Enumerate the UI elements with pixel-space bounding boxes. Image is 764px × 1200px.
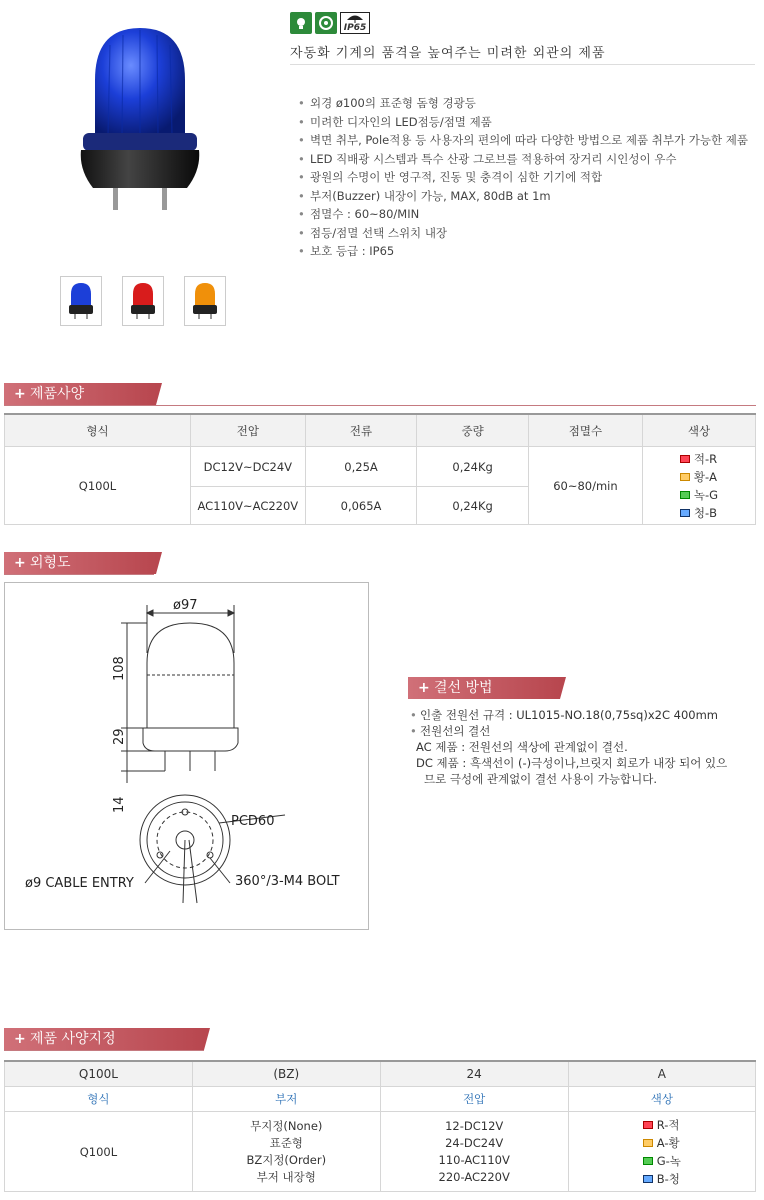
table-row [5, 447, 756, 487]
dim-width: ø97 [173, 598, 198, 613]
bolt-label: 360°/3-M4 BOLT [235, 874, 340, 889]
buzzer-option: 부저 내장형 [256, 1169, 316, 1184]
model-cell: Q100L [5, 447, 191, 525]
section-title: 제품사양 [30, 386, 85, 402]
voltage-option: 110-AC110V [438, 1152, 510, 1167]
color-label: 적-R [693, 451, 718, 466]
buzzer-icon [315, 12, 337, 34]
code-voltage: 24 [380, 1061, 568, 1087]
feature-item: • 보호 등급 : IP65 [298, 242, 753, 261]
voltage-option: 220-AC220V [438, 1169, 510, 1184]
ip-rating-icon [340, 12, 370, 34]
color-label: 청-B [693, 505, 718, 520]
color-label: 황-A [693, 469, 718, 484]
thumbnail-red[interactable] [122, 276, 164, 326]
header-color: 색상 [642, 414, 755, 447]
code-color: A [568, 1061, 755, 1087]
feature-icons [290, 12, 370, 34]
section-title: 외형도 [30, 555, 71, 571]
section-title: 결선 방법 [434, 680, 493, 696]
product-image [75, 20, 205, 215]
red-swatch-icon [643, 1121, 653, 1129]
current-cell: 0,065A [305, 487, 417, 525]
dim-height-108: 108 [112, 656, 127, 681]
color-option: B-청 [656, 1171, 680, 1186]
blue-swatch-icon [643, 1175, 653, 1183]
table-row [5, 1112, 756, 1192]
feature-item: • 벽면 취부, Pole적용 등 사용자의 편의에 따라 다양한 방법으로 제품 취부가 가능한 제품 [298, 131, 753, 150]
color-option: A-황 [656, 1135, 680, 1150]
feature-item: • 부저(Buzzer) 내장이 가능, MAX, 80dB at 1m [298, 187, 753, 206]
header-model: 형식 [5, 1087, 193, 1112]
feature-item: • LED 직배광 시스템과 특수 산광 그로브를 적용하여 장거리 시인성이 우수 [298, 150, 753, 169]
section-title: 제품 사양지정 [30, 1031, 116, 1047]
header-row [5, 1087, 756, 1112]
feature-item: • 점멸수 : 60~80/MIN [298, 205, 753, 224]
code-model: Q100L [5, 1061, 193, 1087]
color-cell [642, 447, 755, 525]
product-tagline: 자동화 기계의 품격을 높여주는 미려한 외관의 제품 [290, 42, 755, 65]
outline-drawing [4, 582, 369, 930]
amber-swatch-icon [680, 473, 690, 481]
feature-item: • 점등/점멸 선택 스위치 내장 [298, 224, 753, 243]
spec-table [4, 413, 756, 525]
umbrella-icon [345, 13, 365, 23]
code-row [5, 1061, 756, 1087]
feature-item: • 외경 ø100의 표준형 돔형 경광등 [298, 94, 753, 113]
buzzer-option: 무지정(None) [250, 1118, 323, 1133]
voltage-cell: AC110V~AC220V [190, 487, 305, 525]
color-thumbnails [60, 276, 226, 326]
header-weight: 중량 [417, 414, 529, 447]
feature-list [298, 94, 753, 261]
model-cell: Q100L [5, 1112, 193, 1192]
header-buzzer: 부저 [192, 1087, 380, 1112]
weight-cell: 0,24Kg [417, 487, 529, 525]
buzzer-option: 표준형 [269, 1135, 303, 1150]
green-swatch-icon [643, 1157, 653, 1165]
wiring-item: • 인출 전원선 규격 : UL1015-NO.18(0,75sq)x2C 400mm [410, 707, 760, 723]
pcd-label: PCD60 [231, 814, 275, 829]
current-cell: 0,25A [305, 447, 417, 487]
dim-height-29: 29 [112, 728, 127, 745]
cable-entry-label: ø9 CABLE ENTRY [25, 876, 134, 891]
feature-item: • 미려한 디자인의 LED점등/점멸 제품 [298, 113, 753, 132]
header-color: 색상 [568, 1087, 755, 1112]
red-swatch-icon [680, 455, 690, 463]
buzzer-options [192, 1112, 380, 1192]
header-current: 전류 [305, 414, 417, 447]
feature-item: • 광원의 수명이 반 영구적, 진동 및 충격이 심한 기기에 적합 [298, 168, 753, 187]
voltage-cell: DC12V~DC24V [190, 447, 305, 487]
voltage-option: 12-DC12V [445, 1118, 504, 1133]
color-options [568, 1112, 755, 1192]
header-voltage: 전압 [190, 414, 305, 447]
wiring-list [410, 707, 760, 787]
color-option: G-녹 [656, 1153, 681, 1168]
outline-section-header: + 외형도 [4, 552, 756, 575]
buzzer-option: BZ지정(Order) [246, 1152, 327, 1167]
dim-height-14: 14 [112, 796, 127, 813]
led-icon [290, 12, 312, 34]
color-option: R-적 [656, 1117, 680, 1132]
header-model: 형식 [5, 414, 191, 447]
flash-cell: 60~80/min [528, 447, 642, 525]
order-table [4, 1060, 756, 1192]
wiring-item: 므로 극성에 관계없이 결선 사용이 가능합니다. [424, 772, 658, 786]
thumbnail-blue[interactable] [60, 276, 102, 326]
spec-section-header: + 제품사양 [4, 383, 756, 406]
wiring-item: AC 제품 : 전원선의 색상에 관계없이 결선. [416, 740, 628, 754]
voltage-options [380, 1112, 568, 1192]
wiring-item: DC 제품 : 흑색선이 (-)극성이나,브릿지 회로가 내장 되어 있으 [416, 756, 728, 770]
blue-swatch-icon [680, 509, 690, 517]
ip-label: IP65 [343, 23, 367, 33]
voltage-option: 24-DC24V [445, 1135, 504, 1150]
wiring-item: • 전원선의 결선 [410, 723, 760, 739]
amber-swatch-icon [643, 1139, 653, 1147]
order-section-header: + 제품 사양지정 [4, 1028, 756, 1051]
code-buzzer: (BZ) [192, 1061, 380, 1087]
thumbnail-amber[interactable] [184, 276, 226, 326]
weight-cell: 0,24Kg [417, 447, 529, 487]
green-swatch-icon [680, 491, 690, 499]
wiring-section-header: + 결선 방법 [408, 677, 560, 699]
header-flash: 점멸수 [528, 414, 642, 447]
color-label: 녹-G [693, 487, 719, 502]
header-voltage: 전압 [380, 1087, 568, 1112]
